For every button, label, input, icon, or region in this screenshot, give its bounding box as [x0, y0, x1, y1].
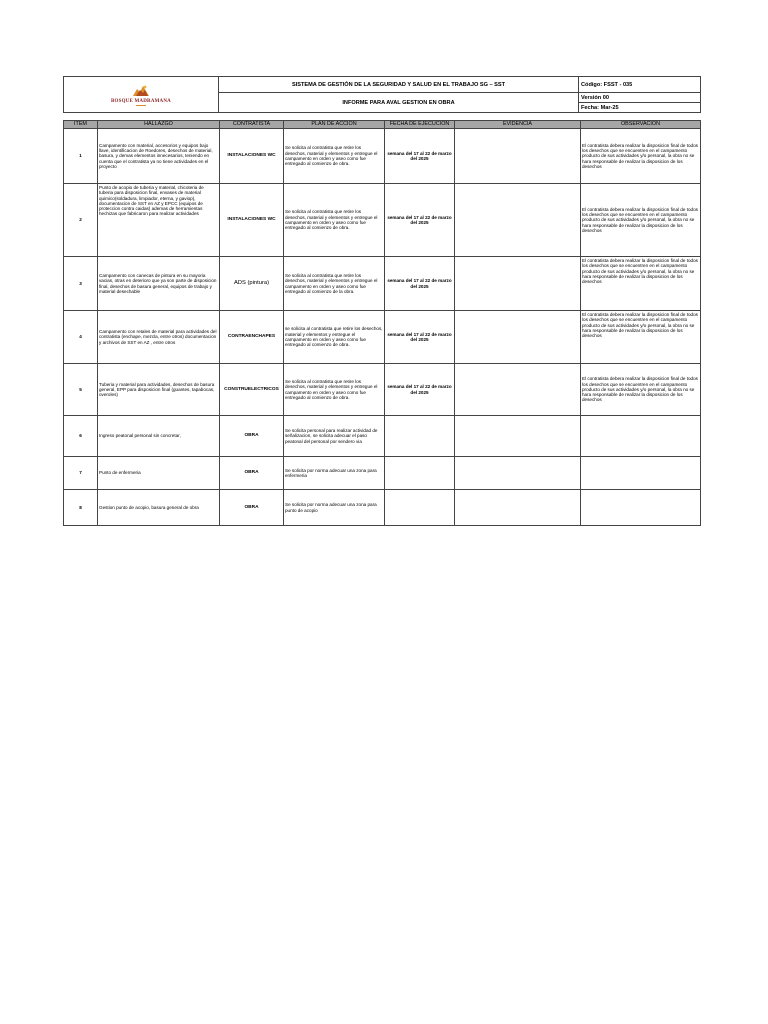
table-row [64, 416, 701, 457]
contratista-cell: OBRA [220, 490, 284, 526]
system-title: SISTEMA DE GESTIÓN DE LA SEGURIDAD Y SALUD EN EL TRABAJO SG – SST [219, 77, 579, 93]
table-row [64, 364, 701, 416]
evidencia-cell [455, 416, 581, 457]
contratista-cell: OBRA [220, 416, 284, 457]
logo-cell [64, 77, 219, 113]
table-row [64, 311, 701, 364]
hallazgo-cell: Gestion punto de acopio, basura general de obra [98, 490, 220, 526]
item-number: 2 [64, 184, 98, 257]
table-row [64, 257, 701, 311]
document-version: Versión 00 [579, 93, 701, 103]
contratista-cell: OBRA [220, 457, 284, 490]
contratista-cell: ADS (pintura) [220, 257, 284, 311]
column-header-row [64, 121, 701, 129]
observacion-cell: El contratista debera realizar la disposicion final de todos los desechos que se encuentren en el campamento producto de sus actividades y/o personal, la obra no se hara responsable de realizar la disposicion de los desechos [581, 129, 701, 184]
document-date: Fecha: Mar-25 [579, 103, 701, 113]
hallazgo-cell: Tuberia y material para actividades, desechos de basura general, EPP para disposicion final (guantes, tapabocas, overoles) [98, 364, 220, 416]
header-table [63, 76, 701, 113]
plan-cell: Se solicita al contratista que retire los desechos, material y elementos y entregue el campamento en orden y aseo como fue entregado al comienzo de obra. [284, 184, 385, 257]
item-number: 3 [64, 257, 98, 311]
hallazgo-cell: Punto de enfermeria [98, 457, 220, 490]
plan-cell: Se solicita al contratista que retire los desechos, material y elementos y entregue el campamento en orden y aseo como fue entregado al comienzo de la obra. [284, 257, 385, 311]
hallazgo-cell: Campamento con retales de material para actividades del contratista (enchape, mezcla, entre otros) documentacion y archivos de SST en AZ , entre otros [98, 311, 220, 364]
table-row [64, 184, 701, 257]
evidencia-cell [455, 257, 581, 311]
column-header-contratista: CONTRATISTA [220, 121, 284, 129]
item-number: 4 [64, 311, 98, 364]
contratista-cell: CONSTRUELECTRICOS [220, 364, 284, 416]
hallazgo-cell: Campamento con canecas de pintura en su mayoria vacias, otras en deterioro que ya son parte de disposicion final, desechos de basura general, equipos de trabajo y material desechable [98, 257, 220, 311]
hallazgo-cell: Ingreso peatonal personal sin concretar, [98, 416, 220, 457]
item-number: 5 [64, 364, 98, 416]
observacion-cell [581, 457, 701, 490]
logo-text: BOSQUE MADRAMANA [110, 98, 171, 104]
fecha-cell: semana del 17 al 22 de marzo del 2025 [385, 257, 455, 311]
fecha-cell: semana del 17 al 22 de marzo del 2025 [385, 129, 455, 184]
company-logo-icon [132, 84, 150, 98]
fecha-cell [385, 416, 455, 457]
document-sheet [63, 76, 700, 526]
evidencia-cell [455, 184, 581, 257]
document-code: Código: FSST - 035 [579, 77, 701, 93]
column-header-fecha: FECHA DE EJECUCION [385, 121, 455, 129]
contratista-cell: INSTALACIONES WC [220, 129, 284, 184]
item-number: 6 [64, 416, 98, 457]
item-number: 7 [64, 457, 98, 490]
evidencia-cell [455, 129, 581, 184]
column-header-hallazgo: HALLAZGO [98, 121, 220, 129]
fecha-cell: semana del 17 al 22 de marzo del 2025 [385, 364, 455, 416]
plan-cell: Se solicita por norma adecuar una zona para enfermeria [284, 457, 385, 490]
observacion-cell: El contratista debera realizar la disposicion final de todos los desechos que se encuentren en el campamento producto de sus actividades y/o personal, la obra no se hara responsable de realizar la disposicion de los desechos [581, 364, 701, 416]
plan-cell: se solicita al contratista que retire los desechos, material y elementos y entregue el campamento en orden y aseo como fue entregado al comienzo de obra. [284, 311, 385, 364]
column-header-plan: PLAN DE ACCION [284, 121, 385, 129]
evidencia-cell [455, 364, 581, 416]
observacion-cell: El contratista debera realizar la disposicion final de todos los desechos que se encuentren en el campamento producto de sus actividades y/o personal, la obra no se hara responsable de realizar la disposicion de los desechos [581, 257, 701, 311]
evidencia-cell [455, 490, 581, 526]
evidencia-cell [455, 311, 581, 364]
fecha-cell: semana del 17 al 22 de marzo del 2025 [385, 311, 455, 364]
item-number: 8 [64, 490, 98, 526]
plan-cell: Se solicita al contratista que retire los desechos, material y elementos y entregue el campamento en orden y aseo como fue entregado al comienzo de obra. [284, 364, 385, 416]
plan-cell: Se solicita al contratista que retire los desechos, material y elementos y entregue el campamento en orden y aseo como fue entregado al comienzo de obra. [284, 129, 385, 184]
contratista-cell: CONTRAENCHAPES [220, 311, 284, 364]
fecha-cell [385, 457, 455, 490]
item-number: 1 [64, 129, 98, 184]
column-header-observacion: OBSERVACION [581, 121, 701, 129]
table-row [64, 457, 701, 490]
logo-underline [136, 105, 146, 106]
column-header-item: ITEM [64, 121, 98, 129]
findings-table [63, 120, 701, 526]
table-row [64, 129, 701, 184]
evidencia-cell [455, 457, 581, 490]
plan-cell: Se solicita por norma adecuar una zona para punto de acopio [284, 490, 385, 526]
table-row [64, 490, 701, 526]
report-title: INFORME PARA AVAL GESTION EN OBRA [219, 93, 579, 113]
fecha-cell: semana del 17 al 22 de marzo del 2025 [385, 184, 455, 257]
observacion-cell [581, 416, 701, 457]
plan-cell: Se solicita personal para realizar actividad de señalizacion, se solicita adecuar el paso peatonal del personal por sendero via [284, 416, 385, 457]
column-header-evidencia: EVIDENCIA [455, 121, 581, 129]
hallazgo-cell: Campamento con material, accesorios y equipos bajo llave, identificacion de Roedores, desechos de material, basura, y demas elementos innecesarios, teniendo en cuenta que el contratista ya no tiene actividades en el proyecto [98, 129, 220, 184]
contratista-cell: INSTALACIONES WC [220, 184, 284, 257]
fecha-cell [385, 490, 455, 526]
hallazgo-cell: Punto de acopio de tuberia y material, chicoteria de tuberia para disposicion final, envases de material quimico(soldadura, limpiador, eterna, y gaviop), documentacion de SST en AZ y EPCC (equipos de proteccion contra caidas) ademas de herramientas hechizas que fabricaron para realizar actividades [98, 184, 220, 257]
observacion-cell: El contratista debera realizar la disposicion final de todos los desechos que se encuentren en el campamento producto de sus actividades y/o personal, la obra no se hara responsable de realizar la disposicion de los desechos [581, 184, 701, 257]
observacion-cell [581, 490, 701, 526]
observacion-cell: El contratista debera realizar la disposicion final de todos los desechos que se encuentren en el campamento producto de sus actividades y/o personal, la obra no se hara responsable de realizar la disposicion de los desechos [581, 311, 701, 364]
